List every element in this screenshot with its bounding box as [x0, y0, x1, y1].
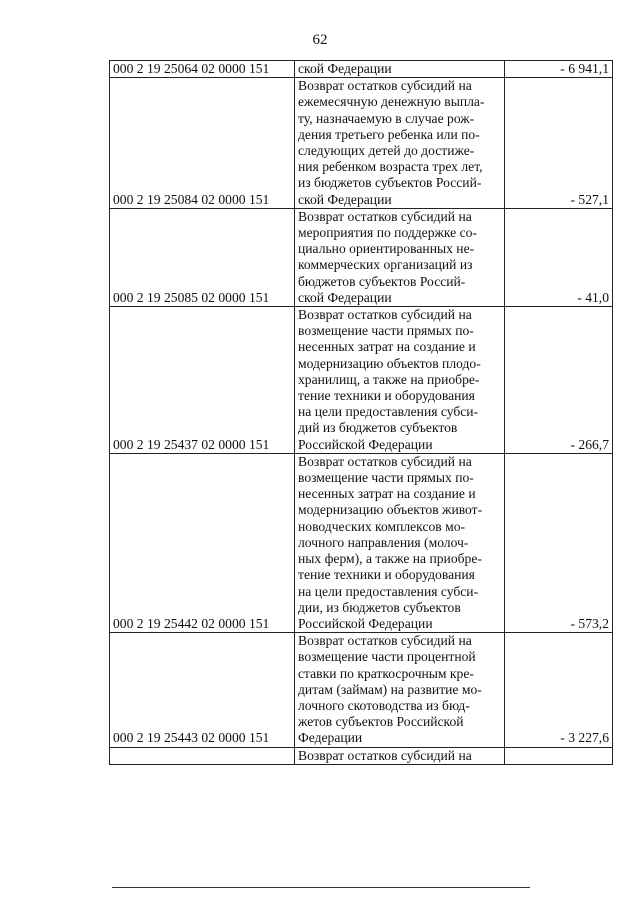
table-row	[110, 307, 613, 454]
description-line: на цели предоставления субси-	[298, 404, 479, 420]
description-line: циально ориентированных не-	[298, 241, 475, 257]
description-line: возмещение части процентной	[298, 649, 476, 665]
description-line: лочного направления (молоч-	[298, 534, 469, 550]
description-line: Российской Федерации	[298, 615, 433, 631]
description-line: Возврат остатков субсидий на	[298, 453, 472, 469]
description-line: ных ферм), а также на приобре-	[298, 551, 482, 567]
description-line: тение техники и оборудования	[298, 388, 475, 404]
budget-code-cell: 000 2 19 25437 02 0000 151	[110, 307, 295, 454]
budget-code-cell: 000 2 19 25085 02 0000 151	[110, 208, 295, 306]
description-line: хранилищ, а также на приобре-	[298, 371, 480, 387]
table-row	[110, 78, 613, 209]
table-row	[110, 633, 613, 747]
description-cell	[295, 208, 505, 306]
budget-code-cell: 000 2 19 25443 02 0000 151	[110, 633, 295, 747]
description-line: ской Федерации	[298, 191, 392, 207]
description-line: дии, из бюджетов субъектов	[298, 599, 461, 615]
amount-cell: - 3 227,6	[505, 633, 613, 747]
description-cell	[295, 307, 505, 454]
description-line: дения третьего ребенка или по-	[298, 126, 480, 142]
description-line: следующих детей до достиже-	[298, 143, 475, 159]
description-line: тение техники и оборудования	[298, 567, 475, 583]
description-line: ту, назначаемую в случае рож-	[298, 110, 475, 126]
table-row	[110, 453, 613, 632]
description-line: несенных затрат на создание и	[298, 486, 476, 502]
description-line: дитам (займам) на развитие мо-	[298, 681, 482, 697]
description-line: мероприятия по поддержке со-	[298, 225, 477, 241]
amount-cell: - 266,7	[505, 307, 613, 454]
description-line: возмещение части прямых по-	[298, 323, 474, 339]
description-line: Возврат остатков субсидий на	[298, 633, 472, 649]
description-cell	[295, 78, 505, 209]
table-row	[110, 747, 613, 764]
description-line: модернизацию объектов живот-	[298, 502, 483, 518]
description-line: бюджетов субъектов Россий-	[298, 273, 466, 289]
description-line: Возврат остатков субсидий на	[298, 208, 472, 224]
description-line: лочного скотоводства из бюд-	[298, 697, 470, 713]
footer-rule	[112, 887, 530, 888]
description-line: коммерческих организаций из	[298, 257, 473, 273]
description-line: Возврат остатков субсидий на	[298, 747, 472, 763]
table-row	[110, 208, 613, 306]
description-line: Российской Федерации	[298, 436, 433, 452]
description-line: из бюджетов субъектов Россий-	[298, 175, 482, 191]
description-line: модернизацию объектов плодо-	[298, 355, 481, 371]
amount-cell: - 527,1	[505, 78, 613, 209]
description-line: ежемесячную денежную выпла-	[298, 94, 485, 110]
amount-cell	[505, 747, 613, 764]
description-cell	[295, 633, 505, 747]
description-line: Федерации	[298, 730, 363, 746]
description-line: ставки по краткосрочным кре-	[298, 665, 474, 681]
description-line: ской Федерации	[298, 61, 392, 76]
page-number: 62	[312, 32, 328, 48]
description-cell	[295, 61, 505, 78]
description-line: несенных затрат на создание и	[298, 339, 476, 355]
description-line: новодческих комплексов мо-	[298, 518, 466, 534]
budget-table-body	[110, 61, 613, 765]
description-cell	[295, 747, 505, 764]
description-line: Возврат остатков субсидий на	[298, 307, 472, 323]
table-row	[110, 61, 613, 78]
description-line: на цели предоставления субси-	[298, 583, 479, 599]
amount-cell: - 41,0	[505, 208, 613, 306]
amount-cell: - 6 941,1	[505, 61, 613, 78]
description-line: ния ребенком возраста трех лет,	[298, 159, 483, 175]
description-line: жетов субъектов Российской	[298, 714, 464, 730]
budget-code-cell	[110, 747, 295, 764]
budget-code-cell: 000 2 19 25064 02 0000 151	[110, 61, 295, 78]
budget-table	[109, 60, 613, 765]
description-line: возмещение части прямых по-	[298, 470, 474, 486]
description-line: дий из бюджетов субъектов	[298, 420, 458, 436]
amount-cell: - 573,2	[505, 453, 613, 632]
budget-code-cell: 000 2 19 25442 02 0000 151	[110, 453, 295, 632]
description-cell	[295, 453, 505, 632]
budget-code-cell: 000 2 19 25084 02 0000 151	[110, 78, 295, 209]
description-line: Возврат остатков субсидий на	[298, 78, 472, 94]
description-line: ской Федерации	[298, 289, 392, 305]
